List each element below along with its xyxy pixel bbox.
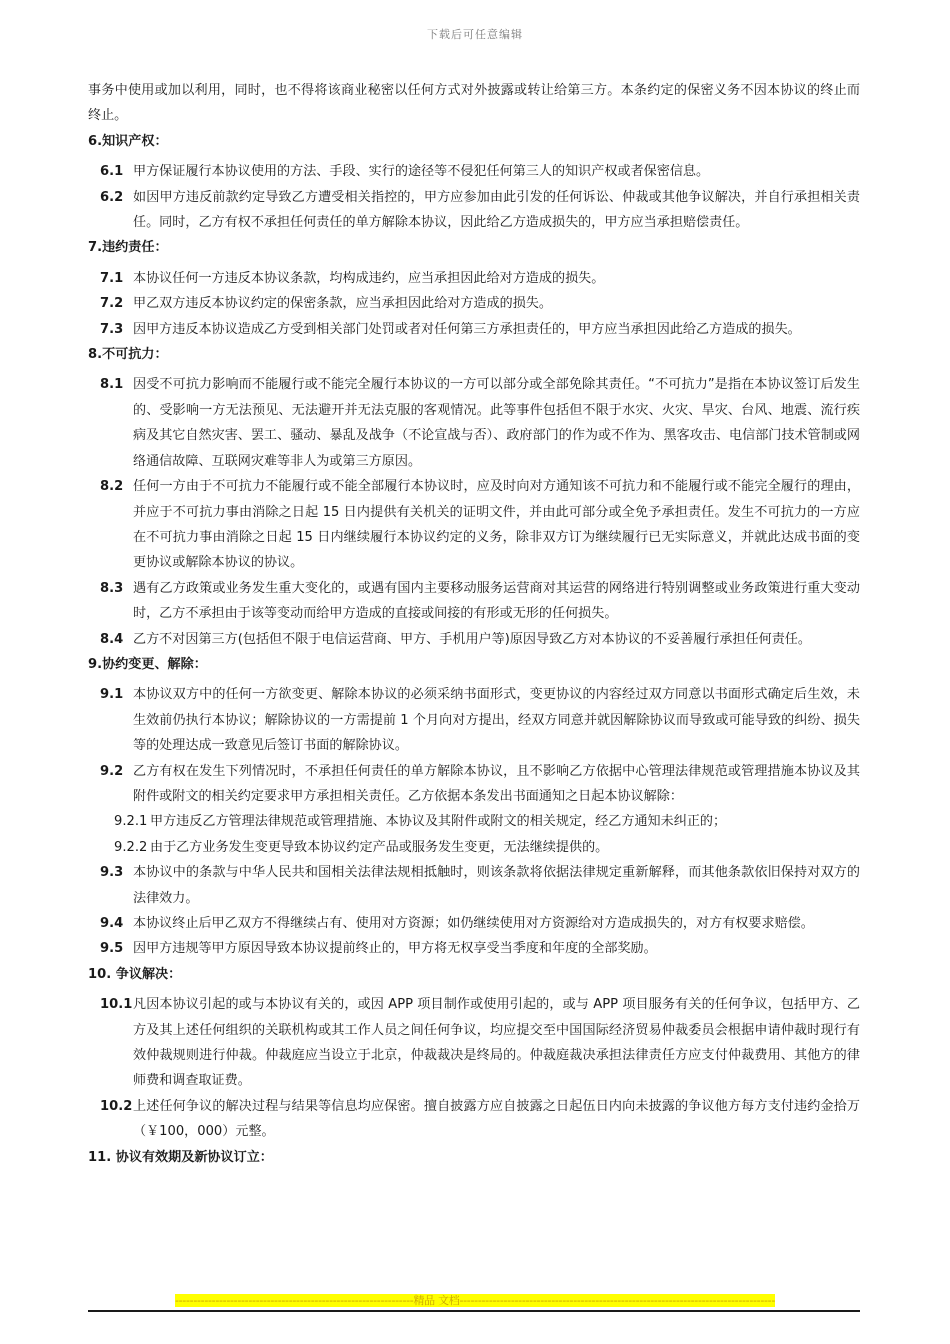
clause-7-3 [88,317,860,342]
clause-9-4 [88,911,860,936]
section-10-heading: 10. 争议解决： [88,966,182,982]
clause-9-2 [88,759,860,810]
clause-text: 遇有乙方政策或业务发生重大变化的，或遇有国内主要移动服务运营商对其运营的网络进行特别调整或业务政策进行重大变动时，乙方不承担由于该等变动而给甲方造成的直接或间接的有形或无形的任何损失。 [133,580,860,622]
clause-text: 上述任何争议的解决过程与结果等信息均应保密。擅自披露方应自披露之日起伍日内向未披露的争议他方每方支付违约金拾万（￥100，000）元整。 [133,1098,860,1140]
clause-6-2 [88,185,860,236]
clause-8-3 [88,576,860,627]
clause-number: 9.2.1 [114,814,148,830]
clause-text: 本协议双方中的任何一方欲变更、解除本协议的必须采纳书面形式，变更协议的内容经过双方同意以书面形式确定后生效，未生效前仍执行本协议；解除协议的一方需提前 1 个月向对方提出，经双方同意并就因解除协议而导致或可能导致的纠纷、损失等的处理达成一致意见后签订书面的解除协议。 [133,687,860,754]
clause-6-1 [88,159,860,184]
clause-text: 任何一方由于不可抗力不能履行或不能全部履行本协议时，应及时向对方通知该不可抗力和不能履行或不能完全履行的理由，并应于不可抗力事由消除之日起 15 日内提供有关机关的证明文件，并由此可部分或全免予承担责任。发生不可抗力的一方应在不可抗力事由消除之日起 15 日内继续履行本协议约定的义务，除非双方订为继续履行已无实际意义，并就此达成书面的变更协议或解除本协议的协议。 [133,479,860,571]
document-body [88,78,860,1170]
clause-7-1 [88,266,860,291]
clause-text: 因受不可抗力影响而不能履行或不能完全履行本协议的一方可以部分或全部免除其责任。“不可抗力”是指在本协议签订后发生的、受影响一方无法预见、无法避开并无法克服的客观情况。此等事件包括但不限于水灾、火灾、旱灾、台风、地震、流行疾病及其它自然灾害、罢工、骚动、暴乱及战争（不论宣战与否）、政府部门的作为或不作为、黑客攻击、电信部门技术管制或网络通信故障、互联网灾难等非人为或第三方原因。 [133,377,860,469]
clause-text: 凡因本协议引起的或与本协议有关的，或因 APP 项目制作或使用引起的，或与 APP 项目服务有关的任何争议，包括甲方、乙方及其上述任何组织的关联机构或其工作人员之间任何争议，均应提交至中国国际经济贸易仲裁委员会根据申请仲裁时现行有效仲裁规则进行仲裁。仲裁庭应当设立于北京，仲裁裁决是终局的。仲裁庭裁决承担法律责任方应支付仲裁费用、其他方的律师费和调查取证费。 [133,997,860,1089]
section-8-heading: 8.不可抗力： [88,347,168,363]
clause-number: 8.2 [100,479,124,495]
clause-8-1 [88,372,860,474]
clause-text: 本协议任何一方违反本协议条款，均构成违约，应当承担因此给对方造成的损失。 [133,270,605,286]
clause-number: 7.3 [100,321,124,337]
section-7-heading: 7.违约责任： [88,240,168,256]
footer-banner: -----------------------------------------------------------------精品 文档-------------------------------------------------------------------------------------- [174,1294,776,1307]
clause-text: 乙方有权在发生下列情况时，不承担任何责任的单方解除本协议，且不影响乙方依据中心管理法律规范或管理措施本协议及其附件或附文的相关约定要求甲方承担相关责任。乙方依据本条发出书面通知之日起本协议解除： [133,763,860,804]
clause-9-1 [88,682,860,758]
clause-number: 6.2 [100,189,124,205]
clause-9-5 [88,936,860,961]
clause-number: 8.4 [100,631,124,647]
clause-8-2 [88,474,860,576]
clause-number: 9.2 [100,763,124,779]
page-header: 下载后可任意编辑 [427,28,523,41]
clause-text: 本协议终止后甲乙双方不得继续占有、使用对方资源；如仍继续使用对方资源给对方造成损失的，对方有权要求赔偿。 [133,916,814,931]
clause-number: 9.5 [100,941,124,957]
clause-number: 9.3 [100,865,124,881]
clause-text: 本协议中的条款与中华人民共和国相关法律法规相抵触时，则该条款将依据法律规定重新解释，而其他条款依旧保持对双方的法律效力。 [133,865,860,906]
clause-number: 9.4 [100,916,124,931]
section-11-heading: 11. 协议有效期及新协议订立： [88,1149,273,1165]
clause-10-1 [88,992,860,1094]
clause-number: 8.3 [100,580,124,596]
clause-number: 9.1 [100,687,124,703]
clause-8-4 [88,627,860,652]
clause-text: 甲乙双方违反本协议约定的保密条款，应当承担因此给对方造成的损失。 [133,296,552,312]
clause-text: 甲方违反乙方管理法律规范或管理措施、本协议及其附件或附文的相关规定，经乙方通知未纠正的； [150,814,727,830]
clause-7-2 [88,291,860,316]
clause-10-2 [88,1094,860,1145]
clause-9-3 [88,860,860,911]
clause-number: 7.2 [100,296,124,312]
clause-text: 甲方保证履行本协议使用的方法、手段、实行的途径等不侵犯任何第三人的知识产权或者保密信息。 [133,164,710,180]
clause-number: 9.2.2 [114,839,148,855]
page-footer [0,1294,950,1308]
clause-text: 由于乙方业务发生变更导致本协议约定产品或服务发生变更，无法继续提供的。 [150,839,609,855]
clause-text: 因甲方违反本协议造成乙方受到相关部门处罚或者对任何第三方承担责任的，甲方应当承担因此给乙方造成的损失。 [133,321,801,337]
clause-number: 10.2 [100,1098,133,1114]
section-6-heading: 6.知识产权： [88,133,168,149]
clause-number: 7.1 [100,270,124,286]
clause-9-2-2 [88,835,860,860]
intro-paragraph: 事务中使用或加以利用，同时，也不得将该商业秘密以任何方式对外披露或转让给第三方。本条约定的保密义务不因本协议的终止而终止。 [88,83,860,124]
clause-9-2-1 [88,809,860,834]
clause-text: 因甲方违规等甲方原因导致本协议提前终止的，甲方将无权享受当季度和年度的全部奖励。 [133,941,657,957]
clause-number: 10.1 [100,997,133,1013]
clause-text: 如因甲方违反前款约定导致乙方遭受相关指控的，甲方应参加由此引发的任何诉讼、仲裁或其他争议解决，并自行承担相关责任。同时，乙方有权不承担任何责任的单方解除本协议，因此给乙方造成损失的，甲方应当承担赔偿责任。 [133,189,860,231]
section-9-heading: 9.协约变更、解除： [88,656,207,672]
clause-number: 8.1 [100,377,124,393]
clause-text: 乙方不对因第三方(包括但不限于电信运营商、甲方、手机用户等)原因导致乙方对本协议的不妥善履行承担任何责任。 [133,631,811,647]
footer-divider [88,1310,860,1312]
clause-number: 6.1 [100,164,124,180]
